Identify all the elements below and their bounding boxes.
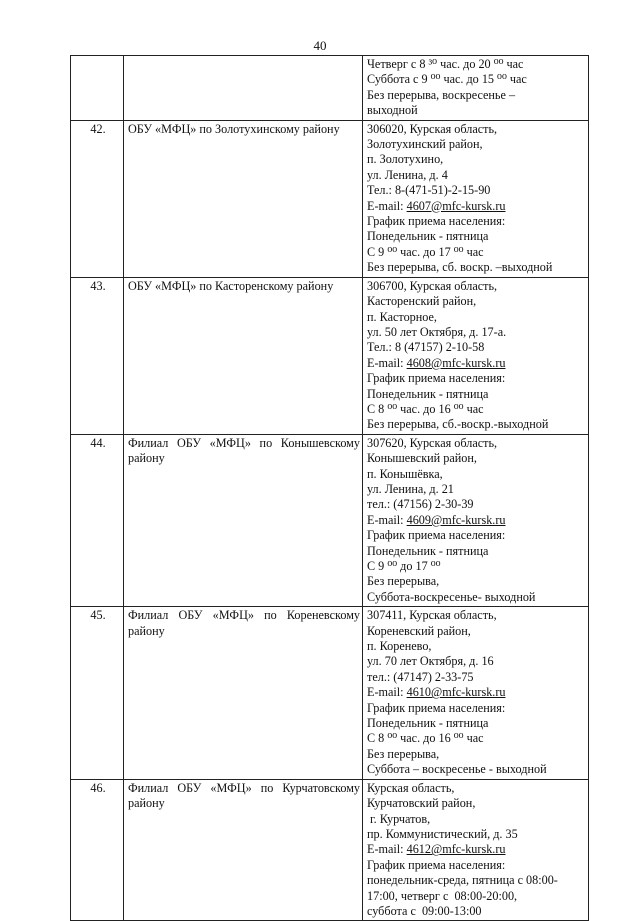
table-row	[71, 56, 589, 121]
address-line: Понедельник - пятница	[367, 386, 489, 401]
address-line: Без перерыва, сб.-воскр.-выходной	[367, 417, 549, 432]
address-line: С 8 ⁰⁰ час. до 16 ⁰⁰ час	[367, 731, 484, 746]
address-line: Без перерыва, воскресенье –	[367, 87, 516, 102]
address-line: Четверг с 8 ³⁰ час. до 20 ⁰⁰ час	[367, 57, 524, 71]
address-line: С 9 ⁰⁰ до 17 ⁰⁰	[367, 559, 441, 573]
address-line: Без перерыва,	[367, 746, 440, 761]
row-number: 45.	[71, 607, 124, 779]
address-schedule-cell	[363, 434, 589, 606]
office-name: Филиал ОБУ «МФЦ» по Конышевскому району	[128, 435, 360, 466]
address-line: Суббота-воскресенье- выходной	[367, 589, 536, 604]
address-line: Без перерыва, сб. воскр. –выходной	[367, 260, 553, 275]
address-schedule-cell	[363, 56, 589, 121]
address-line: ул. Ленина, д. 4	[367, 167, 448, 182]
address-line: п. Золотухино,	[367, 152, 444, 167]
address-line: Суббота с 9 ⁰⁰ час. до 15 ⁰⁰ час	[367, 72, 527, 87]
address-schedule-cell	[363, 120, 589, 277]
address-line: Тел.: 8 (47157) 2-10-58	[367, 340, 485, 355]
email-label: E-mail:	[367, 355, 407, 370]
address-line: Кореневский район,	[367, 623, 471, 638]
page-number: 40	[313, 38, 327, 53]
address-line: Конышевский район,	[367, 451, 477, 466]
address-line: График приема населения:	[367, 214, 506, 229]
address-line: Понедельник - пятница	[367, 543, 489, 558]
address-line: тел.: (47156) 2-30-39	[367, 497, 474, 512]
office-name-cell	[124, 56, 363, 121]
address-line: График приема населения:	[367, 700, 506, 715]
email-label: E-mail:	[367, 512, 407, 527]
email-line	[367, 842, 586, 857]
address-line: ул. 50 лет Октября, д. 17-а.	[367, 324, 507, 339]
address-line: суббота с 09:00-13:00	[367, 903, 482, 918]
email-link[interactable]: 4609@mfc-kursk.ru	[406, 512, 506, 527]
email-link[interactable]: 4610@mfc-kursk.ru	[406, 685, 506, 700]
address-schedule-cell	[363, 607, 589, 779]
address-schedule-cell	[363, 779, 589, 921]
address-line: Понедельник - пятница	[367, 229, 489, 244]
table-row	[71, 779, 589, 921]
address-line: понедельник-среда, пятница с 08:00-	[367, 873, 558, 888]
office-name: Филиал ОБУ «МФЦ» по Курчатовскому району	[128, 780, 360, 811]
address-line: г. Курчатов,	[367, 811, 431, 826]
address-line: 307411, Курская область,	[367, 608, 497, 623]
email-label: E-mail:	[367, 842, 407, 857]
address-line: п. Конышёвка,	[367, 466, 443, 481]
address-line: Курчатовский район,	[367, 796, 476, 811]
office-name-cell	[124, 779, 363, 921]
address-line: п. Касторное,	[367, 309, 437, 324]
address-schedule-cell	[363, 277, 589, 434]
table-row	[71, 434, 589, 606]
email-line	[367, 356, 586, 371]
address-line: ул. Ленина, д. 21	[367, 481, 454, 496]
office-name-cell	[124, 120, 363, 277]
office-name-cell	[124, 434, 363, 606]
address-line: Золотухинский район,	[367, 137, 483, 152]
address-line: График приема населения:	[367, 857, 506, 872]
address-line: 306700, Курская область,	[367, 278, 498, 293]
office-name-cell	[124, 607, 363, 779]
mfc-offices-table	[70, 55, 589, 921]
email-line	[367, 199, 586, 214]
table-row	[71, 120, 589, 277]
row-number: 42.	[71, 120, 124, 277]
address-line: тел.: (47147) 2-33-75	[367, 669, 474, 684]
address-line: 307620, Курская область,	[367, 435, 498, 450]
address-line: Понедельник - пятница	[367, 716, 489, 731]
address-line: Касторенский район,	[367, 294, 477, 309]
address-line: Без перерыва,	[367, 574, 440, 589]
email-label: E-mail:	[367, 198, 407, 213]
address-line: 17:00, четверг с 08:00-20:00,	[367, 888, 518, 903]
table-row	[71, 277, 589, 434]
email-link[interactable]: 4608@mfc-kursk.ru	[406, 355, 506, 370]
row-number	[71, 56, 124, 121]
email-link[interactable]: 4612@mfc-kursk.ru	[406, 842, 506, 857]
address-line: График приема населения:	[367, 371, 506, 386]
office-name: Филиал ОБУ «МФЦ» по Кореневскому району	[128, 608, 360, 638]
office-name: ОБУ «МФЦ» по Золотухинскому району	[128, 121, 340, 136]
address-line: 306020, Курская область,	[367, 121, 498, 136]
row-number: 44.	[71, 434, 124, 606]
address-line: ул. 70 лет Октября, д. 16	[367, 654, 494, 669]
row-number: 46.	[71, 779, 124, 921]
email-line	[367, 513, 586, 528]
address-line: Тел.: 8-(471-51)-2-15-90	[367, 183, 491, 198]
table-body	[71, 56, 589, 921]
email-line	[367, 685, 586, 700]
address-line: Суббота – воскресенье - выходной	[367, 762, 547, 777]
address-line: С 8 ⁰⁰ час. до 16 ⁰⁰ час	[367, 401, 484, 416]
office-name: ОБУ «МФЦ» по Касторенскому району	[128, 278, 334, 293]
address-line: С 9 ⁰⁰ час. до 17 ⁰⁰ час	[367, 244, 484, 259]
address-line: выходной	[367, 103, 418, 118]
address-line: График приема населения:	[367, 528, 506, 543]
address-line: п. Коренево,	[367, 639, 432, 654]
email-label: E-mail:	[367, 685, 407, 700]
table-row	[71, 607, 589, 779]
email-link[interactable]: 4607@mfc-kursk.ru	[406, 198, 506, 213]
office-name-cell	[124, 277, 363, 434]
address-line: Курская область,	[367, 780, 455, 795]
row-number: 43.	[71, 277, 124, 434]
address-line: пр. Коммунистический, д. 35	[367, 826, 518, 841]
